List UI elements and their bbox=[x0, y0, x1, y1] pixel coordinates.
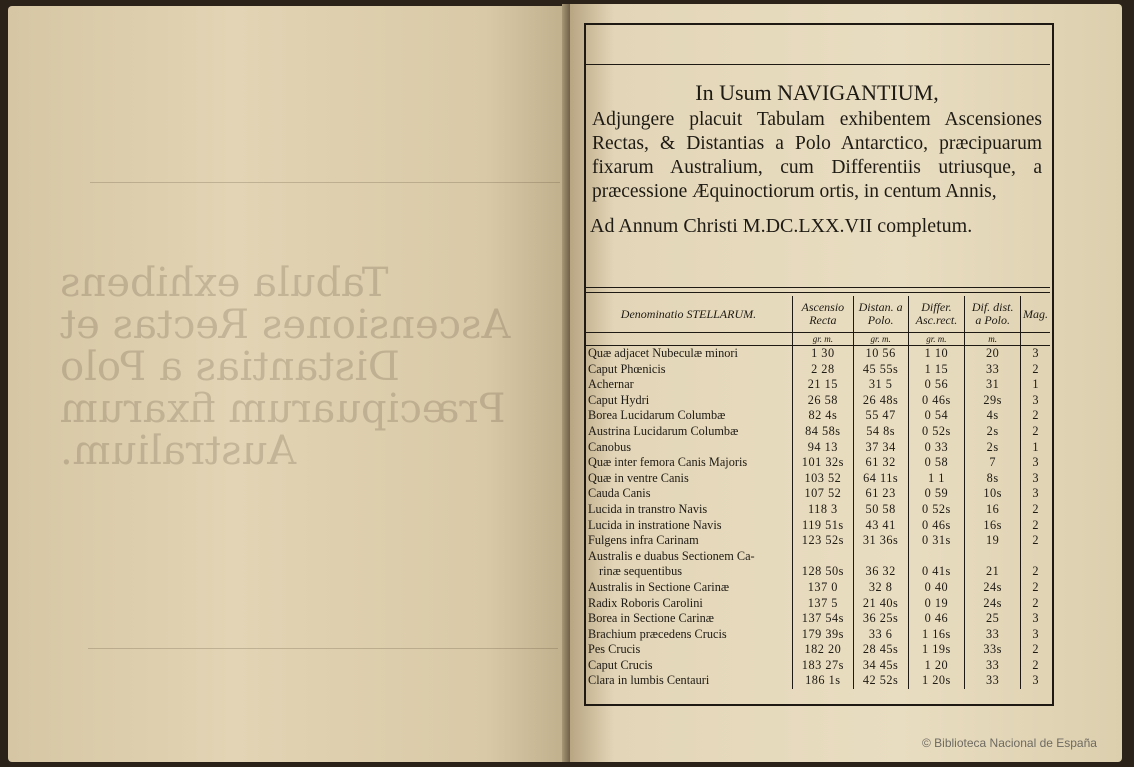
unit-diff-asc: gr. m. bbox=[908, 333, 965, 346]
table-row: Canobus 94 13 37 34 0 33 2s 1 bbox=[585, 440, 1050, 456]
table-row: Quæ adjacet Nubeculæ minori 1 30 10 56 1 10 20 3 bbox=[585, 346, 1050, 362]
show-through-rule-bottom bbox=[88, 648, 558, 649]
heading-separator-rule-2 bbox=[584, 292, 1050, 293]
header-magnitude: Mag. bbox=[1020, 296, 1050, 333]
table-row: Australis in Sectione Carinæ 137 0 32 8 0 40 24s 2 bbox=[585, 580, 1050, 596]
show-through-text: Tabula exhibens Ascensiones Rectas et Distantias a Polo Præcipuarum fixarum Australium. bbox=[60, 260, 511, 474]
heading-separator-rule bbox=[584, 287, 1050, 288]
table-row: Borea Lucidarum Columbæ 82 4s 55 47 0 54 4s 2 bbox=[585, 408, 1050, 424]
unit-dist: gr. m. bbox=[853, 333, 908, 346]
top-inner-rule bbox=[584, 64, 1050, 65]
header-ascension: Ascensio Recta bbox=[792, 296, 853, 333]
table-row: Radix Roboris Carolini 137 5 21 40s 0 19 24s 2 bbox=[585, 596, 1050, 612]
table-row: Caput Crucis 183 27s 34 45s 1 20 33 2 bbox=[585, 658, 1050, 674]
table-row: Quæ inter femora Canis Majoris 101 32s 61 32 0 58 7 3 bbox=[585, 455, 1050, 471]
heading-title: In Usum NAVIGANTIUM, bbox=[695, 80, 939, 105]
header-diff-ascension: Differ. Asc.rect. bbox=[908, 296, 965, 333]
table-row: Pes Crucis 182 20 28 45s 1 19s 33s 2 bbox=[585, 642, 1050, 658]
units-row bbox=[585, 333, 1050, 346]
page-heading bbox=[586, 78, 1048, 240]
header-diff-distance: Dif. dist. a Polo. bbox=[965, 296, 1021, 333]
table-row: Fulgens infra Carinam 123 52s 31 36s 0 31s 19 2 bbox=[585, 533, 1050, 549]
table-row: Borea in Sectione Carinæ 137 54s 36 25s 0 46 25 3 bbox=[585, 611, 1050, 627]
unit-diff-dist: m. bbox=[965, 333, 1021, 346]
table-row: Australis e duabus Sectionem Ca- bbox=[585, 549, 1050, 565]
table-row: Lucida in transtro Navis 118 3 50 58 0 52s 16 2 bbox=[585, 502, 1050, 518]
heading-year-line: Ad Annum Christi M.DC.LXX.VII completum. bbox=[590, 215, 973, 237]
table-row: Clara in lumbis Centauri 186 1s 42 52s 1 20s 33 3 bbox=[585, 673, 1050, 689]
table-row: Achernar 21 15 31 5 0 56 31 1 bbox=[585, 377, 1050, 393]
table-row: Caput Hydri 26 58 26 48s 0 46s 29s 3 bbox=[585, 393, 1050, 409]
table-row: Caput Phœnicis 2 28 45 55s 1 15 33 2 bbox=[585, 362, 1050, 378]
show-through-rule-top bbox=[90, 182, 560, 183]
star-table bbox=[585, 296, 1050, 689]
table-row: Brachium præcedens Crucis 179 39s 33 6 1 16s 33 3 bbox=[585, 627, 1050, 643]
table-row: Cauda Canis 107 52 61 23 0 59 10s 3 bbox=[585, 486, 1050, 502]
header-distance: Distan. a Polo. bbox=[853, 296, 908, 333]
header-name: Denominatio STELLARUM. bbox=[585, 296, 792, 333]
table-row: rinæ sequentibus 128 50s 36 32 0 41s 21 2 bbox=[585, 564, 1050, 580]
heading-body: Adjungere placuit Tabulam exhibentem Ascensiones Rectas, & Distantias a Polo Antarctico, præcipuarum fixarum Australium, cum Differentiis utriusque, a præcessione Æquinoctiorum ortis, in centum Annis, bbox=[592, 109, 1042, 202]
copyright-notice: © Biblioteca Nacional de España bbox=[922, 736, 1097, 750]
table-row: Austrina Lucidarum Columbæ 84 58s 54 8s 0 52s 2s 2 bbox=[585, 424, 1050, 440]
unit-asc: gr. m. bbox=[792, 333, 853, 346]
table-header-row bbox=[585, 296, 1050, 333]
table-row: Lucida in instratione Navis 119 51s 43 41 0 46s 16s 2 bbox=[585, 518, 1050, 534]
table-row: Quæ in ventre Canis 103 52 64 11s 1 1 8s 3 bbox=[585, 471, 1050, 487]
